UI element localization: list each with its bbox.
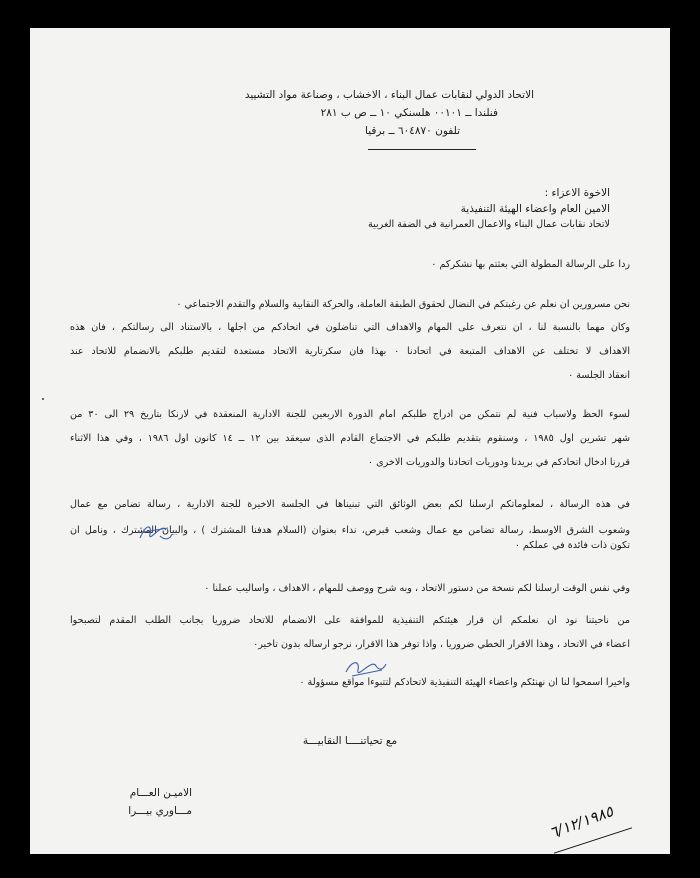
paragraph-1: نحن مسرورين ان نعلم عن رغبتكم في النضال لحقوق الطبقة العاملة، والحركة النقابية والسلام والتقدم الاجتماعي ٠ [176,299,630,310]
letterhead-phone: تلفون ٦٠٤٨٧٠ ــ برقيا [365,125,460,137]
recipient-line-1: الامين العام واعضاء الهيئة التنفيذية [460,203,610,215]
margin-mark [42,398,44,400]
header-divider [368,149,476,150]
letterhead-address: فنلندا ــ ٠٠١٠١ هلسنكي ١٠ ــ ص ب ٢٨١ [320,107,498,119]
paragraph-4-line-2: وشعوب الشرق الاوسط، رسالة تضامن مع عمال وشعب قبرص، نداء بعنوان (السلام هدفنا المشترك ) ، والبيان المشترك ، ونامل ان [70,525,630,536]
paragraph-7: واخيرا اسمحوا لنا ان نهنئكم واعضاء الهيئة التنفيذية لاتحادكم لتتبوءا مواقع مسؤولة ٠ [299,677,630,688]
paragraph-2-line-1: وكان مهما بالنسبة لنا ، ان نتعرف على المهام والاهداف التي تناضلون في اتحادكم من اجلها ، بالاستناد الى رسالتكم ، فان هذه [70,322,630,333]
handwritten-date: ٦/١٢/١٩٨٥ [546,802,616,842]
paragraph-3-line-3: قررنا ادخال اتحادكم في بريدنا ودوريات اتحادنا والدوريات الاخرى ٠ [367,457,630,468]
recipient-line-2: لاتحاد نقابات عمال البناء والاعمال العمرانية في الضفة الغربية [367,219,610,230]
letter-page [30,28,670,854]
paragraph-4-line-3: تكون ذات فائدة في عملكم ٠ [514,540,630,551]
opening-line: ردا على الرسالة المطولة التي بعثتم بها نشكركم ٠ [431,259,630,270]
paragraph-3-line-1: لسوء الحظ ولاسباب فنية لم نتمكن من ادراج طلبكم امام الدورة الاربعين للجنة الادارية المنعقدة في لارنكا بتاريخ ٢٩ الى ٣٠ من [70,409,630,420]
paragraph-6-line-2: اعضاء في الاتحاد ، وهذا الاقرار الخطي ضروريا ، واذا توفر هذا الاقرار، نرجو ارساله بدون تاخير٠ [253,639,630,650]
paragraph-5: وفي نفس الوقت ارسلنا لكم نسخة من دستور الاتحاد ، وبه شرح ووصف للمهام ، الاهداف ، واساليب عملنا ٠ [204,583,630,594]
paragraph-6-line-1: من ناحيتنا نود ان نعلمكم ان قرار هيئتكم التنفيذية للموافقة على الانضمام للاتحاد ضروريا بجانب الطلب المقدم لتصبحوا [70,615,630,626]
signatory-name: مـــاوري بيـــرا [128,805,192,817]
letterhead-org-name: الاتحاد الدولي لنقابات عمال البناء ، الاخشاب ، وصناعة مواد التشييد [244,89,534,101]
handwritten-initials-mark [136,518,176,546]
greeting: الاخوة الاعزاء : [544,187,610,199]
paragraph-2-line-2: الاهداف لا تختلف عن الاهداف المتبعة في اتحادنا ٠ بهذا فان سكرتارية الاتحاد مستعدة لتقديم طلبكم بالانضمام للاتحاد عند [70,346,631,357]
signatory-title: الاميـن العـــام [129,787,192,799]
paragraph-2-line-3: انعقاد الجلسة ٠ [568,370,630,381]
closing-regards: مع تحياتنــــا النقابيـــة [302,735,398,747]
paragraph-3-line-2: شهر تشرين اول ١٩٨٥ ، وسنقوم بتقديم طلبكم في الاجتماع القادم الذى سيعقد بين ١٢ ــ ١٤ كانون اول ١٩٨٦ ، وفي هذا الاثناء [70,433,630,444]
paragraph-4-line-1: في هذه الرسالة ، لمعلوماتكم ارسلنا لكم بعض الوثائق التي تبنيناها في الجلسة الاخيرة للجنة الادارية ، رسالة تضامن مع عمال [70,499,630,510]
handwritten-signature-mark [342,656,390,680]
